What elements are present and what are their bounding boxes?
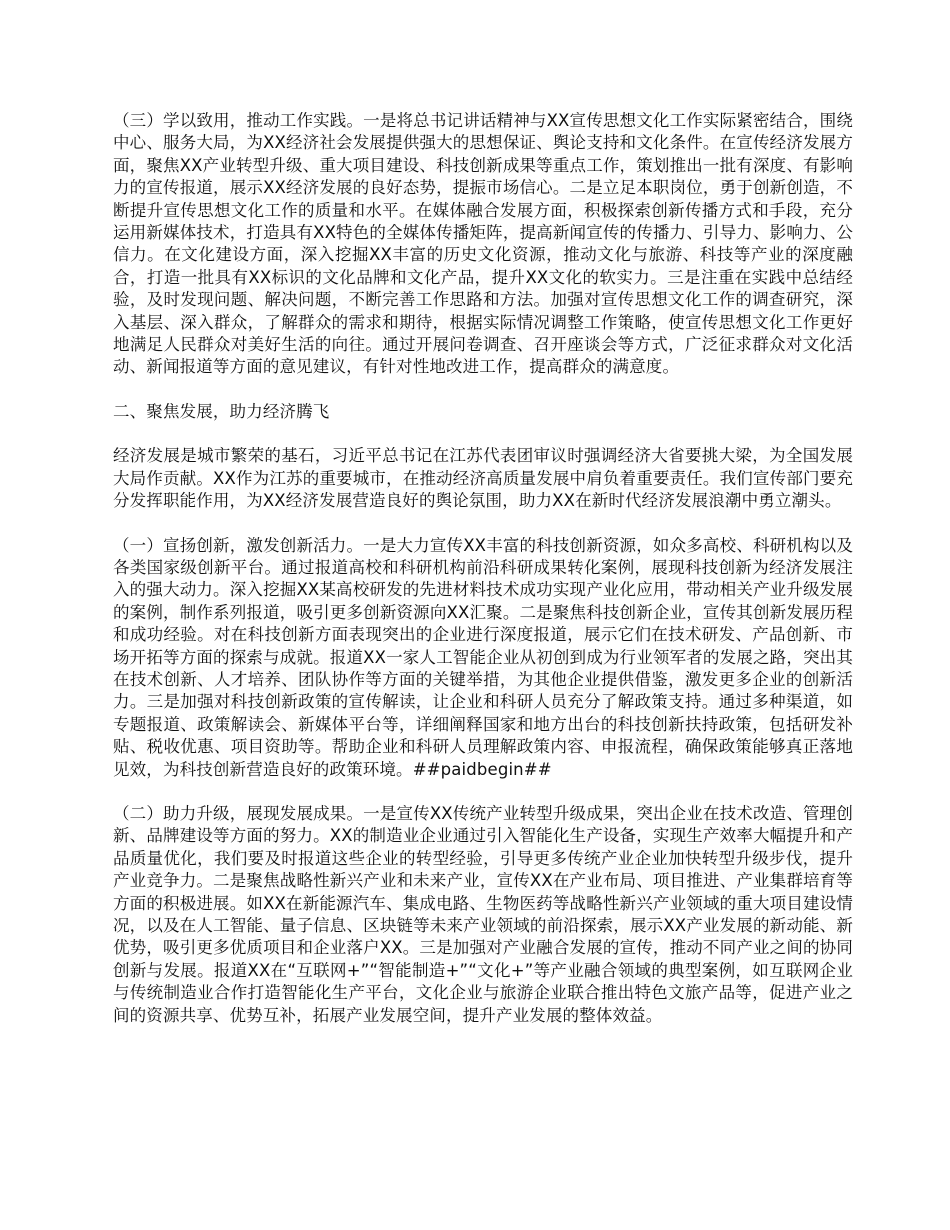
- document-body: [113, 110, 853, 1049]
- paragraph-economy-intro: 经济发展是城市繁荣的基石，习近平总书记在江苏代表团审议时强调经济大省要挑大梁，为全国发展大局作贡献。XX作为江苏的重要城市，在推动经济高质量发展中肩负着重要责任。我们宣传部门要充分发挥职能作用，为XX经济发展营造良好的舆论氛围，助力XX在新时代经济发展浪潮中勇立潮头。: [113, 446, 853, 511]
- paragraph-section-three-practice: （三）学以致用，推动工作实践。一是将总书记讲话精神与XX宣传思想文化工作实际紧密结合，围绕中心、服务大局，为XX经济社会发展提供强大的思想保证、舆论支持和文化条件。在宣传经济发展方面，聚焦XX产业转型升级、重大项目建设、科技创新成果等重点工作，策划推出一批有深度、有影响力的宣传报道，展示XX经济发展的良好态势，提振市场信心。二是立足本职岗位，勇于创新创造，不断提升宣传思想文化工作的质量和水平。在媒体融合发展方面，积极探索创新传播方式和手段，充分运用新媒体技术，打造具有XX特色的全媒体传播矩阵，提高新闻宣传的传播力、引导力、影响力、公信力。在文化建设方面，深入挖掘XX丰富的历史文化资源，推动文化与旅游、科技等产业的深度融合，打造一批具有XX标识的文化品牌和文化产品，提升XX文化的软实力。三是注重在实践中总结经验，及时发现问题、解决问题，不断完善工作思路和方法。加强对宣传思想文化工作的调查研究，深入基层、深入群众，了解群众的需求和期待，根据实际情况调整工作策略，使宣传思想文化工作更好地满足人民群众对美好生活的向往。通过开展问卷调查、召开座谈会等方式，广泛征求群众对文化活动、新闻报道等方面的意见建议，有针对性地改进工作，提高群众的满意度。: [113, 111, 853, 377]
- paragraph-section-one-innovation: （一）宣扬创新，激发创新活力。一是大力宣传XX丰富的科技创新资源，如众多高校、科研机构以及各类国家级创新平台。通过报道高校和科研机构前沿科研成果转化案例，展现科技创新为经济发展注入的强大动力。深入挖掘XX某高校研发的先进材料技术成功实现产业化应用，带动相关产业升级发展的案例，制作系列报道，吸引更多创新资源向XX汇聚。二是聚焦科技创新企业，宣传其创新发展历程和成功经验。对在科技创新方面表现突出的企业进行深度报道，展示它们在技术研发、产品创新、市场开拓等方面的探索与成就。报道XX一家人工智能企业从初创到成为行业领军者的发展之路，突出其在技术创新、人才培养、团队协作等方面的关键举措，为其他企业提供借鉴，激发更多企业的创新活力。三是加强对科技创新政策的宣传解读，让企业和科研人员充分了解政策支持。通过多种渠道，如专题报道、政策解读会、新媒体平台等，详细阐释国家和地方出台的科技创新扶持政策，包括研发补贴、税收优惠、项目资助等。帮助企业和科研人员理解政策内容、申报流程，确保政策能够真正落地见效，为科技创新营造良好的政策环境。##paidbegin##: [113, 535, 853, 779]
- section-heading-economy: 二、聚焦发展，助力经济腾飞: [113, 401, 330, 421]
- paragraph-section-two-upgrade: （二）助力升级，展现发展成果。一是宣传XX传统产业转型升级成果，突出企业在技术改造、管理创新、品牌建设等方面的努力。XX的制造业企业通过引入智能化生产设备，实现生产效率大幅提升和产品质量优化，我们要及时报道这些企业的转型经验，引导更多传统产业企业加快转型升级步伐，提升产业竞争力。二是聚焦战略性新兴产业和未来产业，宣传XX在产业布局、项目推进、产业集群培育等方面的积极进展。如XX在新能源汽车、集成电路、生物医药等战略性新兴产业领域的重大项目建设情况，以及在人工智能、量子信息、区块链等未来产业领域的前沿探索，展示XX产业发展的新动能、新优势，吸引更多优质项目和企业落户XX。三是加强对产业融合发展的宣传，推动不同产业之间的协同创新与发展。报道XX在“互联网+”“智能制造+”“文化+”等产业融合领域的典型案例，如互联网企业与传统制造业合作打造智能化生产平台，文化企业与旅游企业联合推出特色文旅产品等，促进产业之间的资源共享、优势互补，拓展产业发展空间，提升产业发展的整体效益。: [113, 803, 853, 1025]
